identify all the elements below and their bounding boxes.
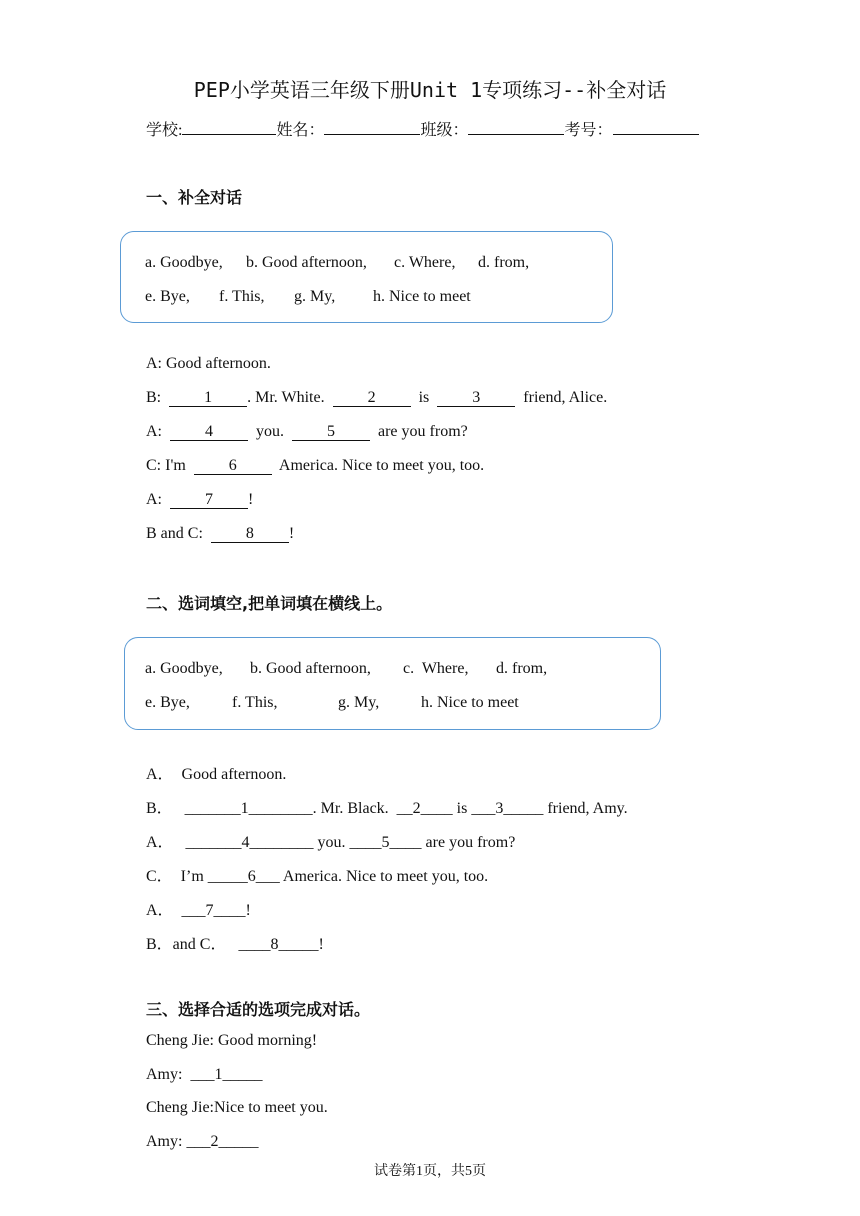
option: f. This, bbox=[219, 288, 265, 305]
dialogue-line: Amy: ___2_____ bbox=[146, 1133, 259, 1150]
blank-4[interactable]: 4 bbox=[170, 423, 248, 441]
option: d. from, bbox=[496, 660, 548, 677]
blank-1[interactable]: 1 bbox=[169, 389, 247, 407]
option: h. Nice to meet bbox=[421, 694, 519, 711]
name-field[interactable] bbox=[324, 119, 420, 135]
section1-title: 一、补全对话 bbox=[146, 188, 243, 207]
dialogue-line: B． _______1________. Mr. Black. __2____ is ___3_____ friend, Amy. bbox=[146, 800, 628, 817]
option: f. This, bbox=[232, 694, 278, 711]
blank-6[interactable]: 6 bbox=[194, 457, 272, 475]
dialogue-line: B．and C． ____8_____! bbox=[146, 936, 324, 953]
blank-3[interactable]: 3 bbox=[437, 389, 515, 407]
option: c. Where, bbox=[394, 254, 456, 271]
option: h. Nice to meet bbox=[373, 288, 471, 305]
dialogue-line: A: 7 ! bbox=[146, 491, 254, 508]
dialogue-line: B and C: 8 ! bbox=[146, 525, 295, 542]
section3-title: 三、选择合适的选项完成对话。 bbox=[146, 1000, 371, 1019]
option: a. Goodbye, bbox=[145, 254, 223, 271]
blank-7[interactable]: 7 bbox=[170, 491, 248, 509]
dialogue-line: A． ___7____! bbox=[146, 902, 251, 919]
option: a. Goodbye, bbox=[145, 660, 223, 677]
dialogue-line: A． _______4________ you. ____5____ are you from? bbox=[146, 834, 516, 851]
student-info-row bbox=[146, 117, 699, 140]
class-field[interactable] bbox=[468, 119, 564, 135]
option: g. My, bbox=[338, 694, 380, 711]
id-field[interactable] bbox=[613, 119, 699, 135]
dialogue-line: Cheng Jie:Nice to meet you. bbox=[146, 1099, 328, 1116]
class-label: 班级： bbox=[420, 122, 469, 139]
option: e. Bye, bbox=[145, 288, 190, 305]
dialogue-line: Cheng Jie: Good morning! bbox=[146, 1032, 318, 1049]
section2-options-box bbox=[124, 637, 661, 730]
option: b. Good afternoon, bbox=[250, 660, 371, 677]
dialogue-line: A． Good afternoon. bbox=[146, 766, 287, 783]
page-footer: 试卷第1页，共5页 bbox=[374, 1164, 486, 1179]
dialogue-line: Amy: ___1_____ bbox=[146, 1066, 263, 1083]
option: d. from, bbox=[478, 254, 530, 271]
dialogue-line: C: I'm 6 America. Nice to meet you, too. bbox=[146, 457, 485, 474]
section2-title: 二、选词填空,把单词填在横线上。 bbox=[146, 594, 393, 613]
dialogue-line: A: 4 you. 5 are you from? bbox=[146, 423, 468, 440]
option: e. Bye, bbox=[145, 694, 190, 711]
school-field[interactable] bbox=[182, 119, 276, 135]
school-label: 学校: bbox=[146, 122, 183, 139]
id-label: 考号： bbox=[564, 122, 613, 139]
page-title: PEP小学英语三年级下册Unit 1专项练习--补全对话 bbox=[193, 78, 667, 102]
option: c. Where, bbox=[403, 660, 469, 677]
blank-2[interactable]: 2 bbox=[333, 389, 411, 407]
dialogue-line: B: 1 . Mr. White. 2 is 3 friend, Alice. bbox=[146, 389, 608, 406]
option: b. Good afternoon, bbox=[246, 254, 367, 271]
section1-options-box bbox=[120, 231, 613, 323]
option: g. My, bbox=[294, 288, 336, 305]
blank-5[interactable]: 5 bbox=[292, 423, 370, 441]
name-label: 姓名： bbox=[276, 122, 325, 139]
blank-8[interactable]: 8 bbox=[211, 525, 289, 543]
dialogue-line: C． I’m _____6___ America. Nice to meet you, too. bbox=[146, 868, 489, 885]
dialogue-line: A: Good afternoon. bbox=[146, 355, 271, 372]
